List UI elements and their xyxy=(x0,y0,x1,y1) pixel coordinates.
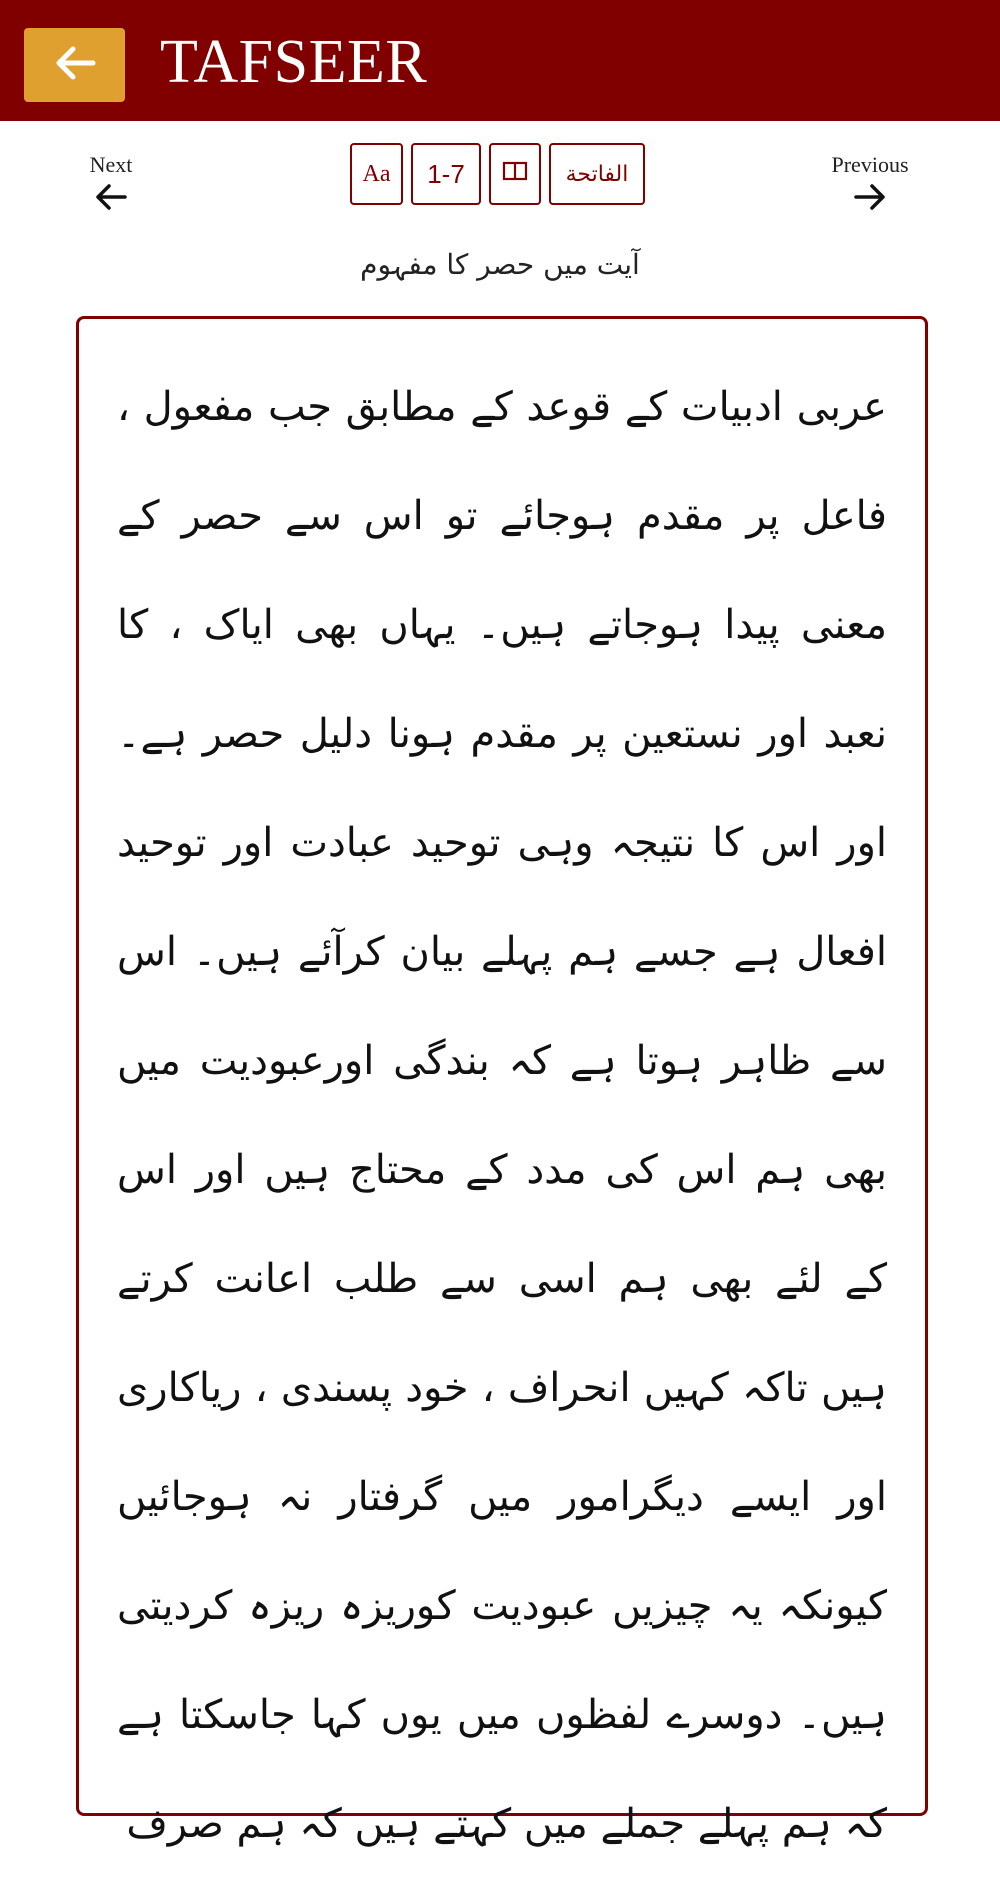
previous-label: Previous xyxy=(831,152,909,177)
arrow-right-icon xyxy=(820,182,920,212)
arrow-left-icon xyxy=(53,43,97,87)
previous-button[interactable] xyxy=(820,152,920,212)
next-button[interactable] xyxy=(80,152,142,212)
arrow-left-icon xyxy=(80,182,142,212)
tafseer-content-card xyxy=(76,316,928,1847)
toolbar xyxy=(350,143,645,205)
app-title: TAFSEER xyxy=(160,28,428,96)
quran-text-button[interactable] xyxy=(489,143,541,205)
back-button[interactable] xyxy=(24,28,125,102)
font-size-button[interactable]: Aa xyxy=(350,143,403,205)
tafseer-paragraph: عربی ادبیات کے قوعد کے مطابق جب مفعول ، فاعل پر مقدم ہوجائے تو اس سے حصر کے معنی پیدا ہوجاتے ہیں۔ یہاں بھی ایاک ، کا نعبد اور نستعین پر مقدم ہونا دلیل حصر ہے۔ اور اس کا نتیجہ وہی توحید عبادت اور توحید افعال ہے جسے ہم پہلے بیان کرآئے ہیں۔ اس سے ظاہر ہوتا ہے کہ بندگی اورعبودیت میں بھی ہم اس کی مدد کے محتاج ہیں اور اس کے لئے بھی ہم اسی سے طلب اعانت کرتے ہیں تاکہ کہیں انحراف ، خود پسندی ، ریاکاری اور ایسے دیگرامور میں گرفتار نہ ہوجائیں کیونکہ یہ چیزیں عبودیت کوریزہ ریزہ کردیتی ہیں۔ دوسرے لفظوں میں یوں کہا جاسکتا ہے کہ ہم پہلے جملے میں کہتے ہیں کہ ہم صرف xyxy=(117,384,887,1847)
open-book-icon xyxy=(501,159,529,189)
ayah-range-button[interactable]: 1-7 xyxy=(411,143,481,205)
next-label: Next xyxy=(89,152,133,177)
app-header xyxy=(0,0,1000,121)
surah-select-button[interactable]: الفاتحة xyxy=(549,143,645,205)
section-heading: آیت میں حصر کا مفہوم xyxy=(360,248,640,281)
